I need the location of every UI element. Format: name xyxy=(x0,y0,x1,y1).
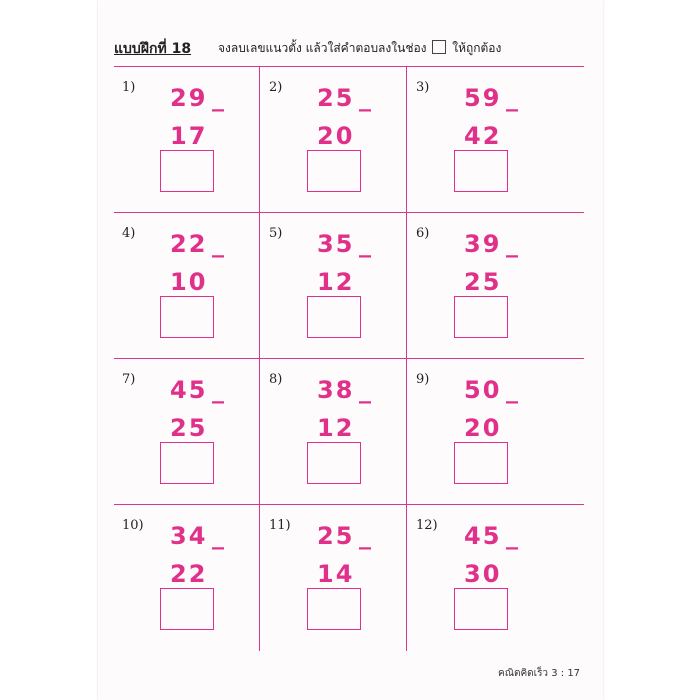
minus-sign: _ xyxy=(359,84,371,112)
minuend: 35 xyxy=(317,230,355,258)
problem-number: 8) xyxy=(269,372,283,387)
problem-cell xyxy=(261,66,409,206)
minuend: 45 xyxy=(464,522,502,550)
instruction-after: ให้ถูกต้อง xyxy=(452,41,502,55)
subtrahend: 10 xyxy=(170,268,208,296)
problem-cell xyxy=(408,212,556,352)
problem-number: 9) xyxy=(416,372,430,387)
minuend: 25 xyxy=(317,522,355,550)
problem-cell xyxy=(408,504,556,644)
problem-number: 2) xyxy=(269,80,283,95)
minus-sign: _ xyxy=(359,230,371,258)
minus-sign: _ xyxy=(506,230,518,258)
problem-cell xyxy=(114,504,262,644)
problem-cell xyxy=(261,212,409,352)
instruction-text xyxy=(218,39,501,58)
subtrahend: 14 xyxy=(317,560,355,588)
answer-box[interactable] xyxy=(454,588,508,630)
minus-sign: _ xyxy=(359,376,371,404)
minuend: 50 xyxy=(464,376,502,404)
minuend: 25 xyxy=(317,84,355,112)
answer-box-icon xyxy=(432,40,446,54)
subtrahend: 25 xyxy=(170,414,208,442)
worksheet-page xyxy=(98,0,603,700)
minuend: 29 xyxy=(170,84,208,112)
answer-box[interactable] xyxy=(307,442,361,484)
minuend: 59 xyxy=(464,84,502,112)
subtrahend: 12 xyxy=(317,414,355,442)
minus-sign: _ xyxy=(212,522,224,550)
worksheet-header xyxy=(114,36,584,62)
problem-cell xyxy=(114,358,262,498)
exercise-title: แบบฝึกที่ 18 xyxy=(114,41,192,57)
minuend: 39 xyxy=(464,230,502,258)
problem-number: 5) xyxy=(269,226,283,241)
subtrahend: 22 xyxy=(170,560,208,588)
subtrahend: 17 xyxy=(170,122,208,150)
answer-box[interactable] xyxy=(160,588,214,630)
answer-box[interactable] xyxy=(307,296,361,338)
minuend: 22 xyxy=(170,230,208,258)
answer-box[interactable] xyxy=(307,588,361,630)
problem-number: 6) xyxy=(416,226,430,241)
minus-sign: _ xyxy=(212,230,224,258)
answer-box[interactable] xyxy=(454,442,508,484)
subtrahend: 12 xyxy=(317,268,355,296)
problem-cell xyxy=(408,358,556,498)
problem-number: 1) xyxy=(122,80,136,95)
problem-cell xyxy=(114,66,262,206)
problem-cell xyxy=(114,212,262,352)
problem-cell xyxy=(261,358,409,498)
minus-sign: _ xyxy=(506,84,518,112)
instruction-before: จงลบเลขแนวตั้ง แล้วใส่คำตอบลงในช่อง xyxy=(218,41,427,55)
minus-sign: _ xyxy=(506,376,518,404)
minus-sign: _ xyxy=(212,84,224,112)
answer-box[interactable] xyxy=(160,442,214,484)
answer-box[interactable] xyxy=(307,150,361,192)
minuend: 45 xyxy=(170,376,208,404)
answer-box[interactable] xyxy=(160,296,214,338)
problem-cell xyxy=(408,66,556,206)
problem-number: 12) xyxy=(416,518,438,533)
minus-sign: _ xyxy=(212,376,224,404)
problem-number: 4) xyxy=(122,226,136,241)
subtrahend: 42 xyxy=(464,122,502,150)
subtrahend: 30 xyxy=(464,560,502,588)
answer-box[interactable] xyxy=(454,150,508,192)
problem-number: 3) xyxy=(416,80,430,95)
minuend: 34 xyxy=(170,522,208,550)
subtrahend: 20 xyxy=(464,414,502,442)
problem-number: 11) xyxy=(269,518,291,533)
minus-sign: _ xyxy=(506,522,518,550)
answer-box[interactable] xyxy=(160,150,214,192)
page-footer: คณิตคิดเร็ว 3 : 17 xyxy=(498,668,581,679)
problem-cell xyxy=(261,504,409,644)
minuend: 38 xyxy=(317,376,355,404)
minus-sign: _ xyxy=(359,522,371,550)
problem-grid xyxy=(114,66,589,656)
subtrahend: 25 xyxy=(464,268,502,296)
problem-number: 10) xyxy=(122,518,144,533)
subtrahend: 20 xyxy=(317,122,355,150)
problem-number: 7) xyxy=(122,372,136,387)
answer-box[interactable] xyxy=(454,296,508,338)
